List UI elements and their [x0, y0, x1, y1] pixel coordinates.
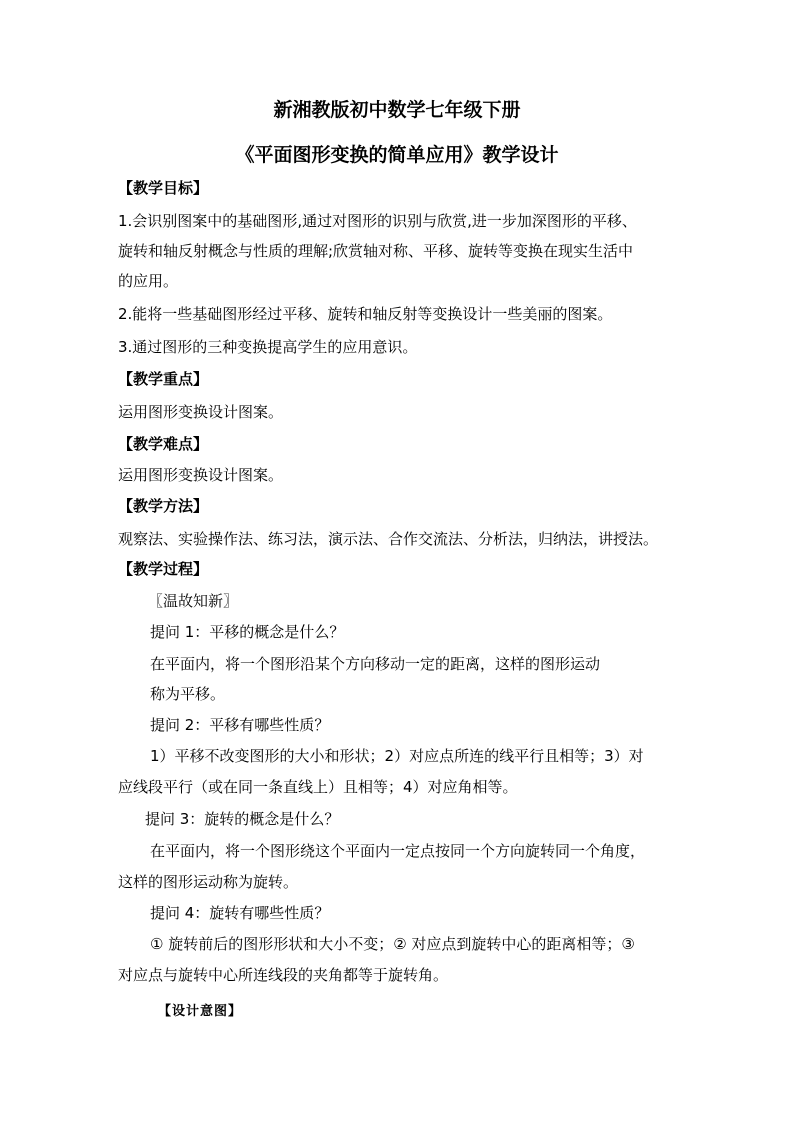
methods-heading: 【教学方法】 [118, 497, 209, 515]
document-title-line-2: 《平面图形变换的简单应用》教学设计 [235, 144, 559, 166]
question-2: 提问 2：平移有哪些性质？ [150, 716, 330, 734]
difficulties-text: 运用图形变换设计图案。 [118, 466, 284, 484]
answer-4-line-1: ① 旋转前后的图形形状和大小不变；② 对应点到旋转中心的距离相等；③ [150, 935, 635, 953]
goals-item-2: 2.能将一些基础图形经过平移、旋转和轴反射等变换设计一些美丽的图案。 [118, 305, 613, 323]
goals-item-1-line-1: 1.会识别图案中的基础图形,通过对图形的识别与欣赏,进一步加深图形的平移、 [118, 212, 637, 230]
key-points-text: 运用图形变换设计图案。 [118, 403, 284, 421]
difficulties-heading: 【教学难点】 [118, 435, 209, 453]
review-label: 〖温故知新〗 [148, 592, 239, 610]
document-title-line-1: 新湘教版初中数学七年级下册 [273, 99, 521, 121]
process-heading: 【教学过程】 [118, 560, 209, 578]
methods-text: 观察法、实验操作法、练习法，演示法、合作交流法、分析法，归纳法，讲授法。 [118, 530, 659, 548]
goals-heading: 【教学目标】 [118, 179, 209, 197]
goals-item-1-line-3: 的应用。 [118, 272, 179, 290]
answer-3-line-2: 这样的图形运动称为旋转。 [118, 873, 299, 891]
answer-3-line-1: 在平面内，将一个图形绕这个平面内一定点按同一个方向旋转同一个角度， [150, 842, 646, 860]
design-intent-heading: 【设计意图】 [158, 1004, 243, 1019]
question-3: 提问 3：旋转的概念是什么？ [145, 810, 340, 828]
answer-4-line-2: 对应点与旋转中心所连线段的夹角都等于旋转角。 [118, 966, 449, 984]
goals-item-1-line-2: 旋转和轴反射概念与性质的理解;欣赏轴对称、平移、旋转等变换在现实生活中 [118, 242, 634, 260]
answer-2-line-1: 1）平移不改变图形的大小和形状；2）对应点所连的线平行且相等；3）对 [150, 747, 644, 765]
answer-1-line-1: 在平面内，将一个图形沿某个方向移动一定的距离，这样的图形运动 [150, 655, 601, 673]
goals-item-3: 3.通过图形的三种变换提高学生的应用意识。 [118, 338, 418, 356]
answer-1-line-2: 称为平移。 [150, 685, 226, 703]
answer-2-line-2: 应线段平行（或在同一条直线上）且相等；4）对应角相等。 [118, 778, 518, 796]
question-1: 提问 1：平移的概念是什么？ [150, 623, 345, 641]
question-4: 提问 4：旋转有哪些性质？ [150, 904, 330, 922]
key-points-heading: 【教学重点】 [118, 370, 209, 388]
